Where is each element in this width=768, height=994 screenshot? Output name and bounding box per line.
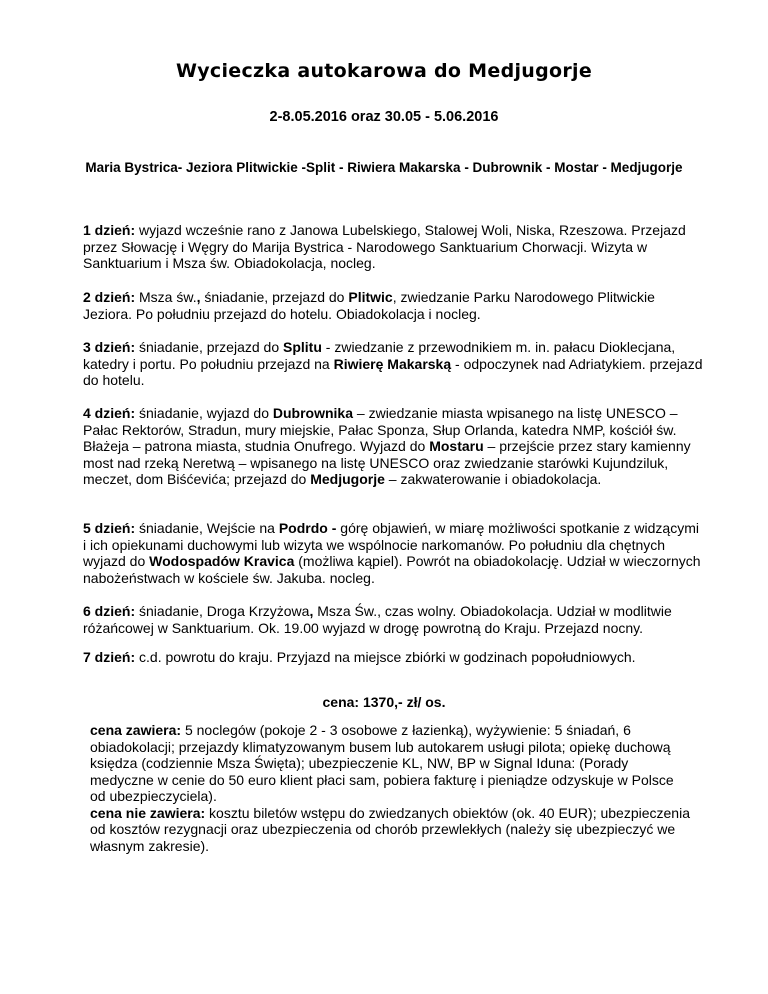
place-name: Mostaru <box>429 438 484 454</box>
itinerary-day-2 <box>83 289 703 322</box>
day-text: - zwiedzanie z przewodnikiem m. in. pałacu Dioklecjana, katedry i portu. Po południu przejazd na <box>83 339 676 372</box>
itinerary-day-3 <box>83 339 703 389</box>
itinerary-day-4 <box>83 405 703 488</box>
day-label: 5 dzień: <box>83 520 136 536</box>
day-text: Msza Św., czas wolny. Obiadokolacja. Udział w modlitwie różańcowej w Sanktuarium. Ok. 19.00 wyjazd w drogę powrotną do Kraju. Przejazd nocny. <box>83 603 672 636</box>
place-name: Splitu <box>283 339 322 355</box>
place-name: Medjugorje <box>310 471 385 487</box>
document-title: Wycieczka autokarowa do Medjugorje <box>175 60 593 82</box>
excludes-text: kosztu biletów wstępu do zwiedzanych obiektów (ok. 40 EUR); ubezpieczenia od kosztów rezygnacji oraz ubezpieczenia od chorób przewlekłych (należy się ubezpieczyć we własnym zakresie). <box>90 804 690 854</box>
day-text: c.d. powrotu do kraju. Przyjazd na miejsce zbiórki w godzinach popołudniowych. <box>135 649 636 665</box>
place-name: Plitwic <box>348 289 393 305</box>
day-label: 3 dzień: <box>83 339 136 355</box>
itinerary-day-5 <box>83 520 703 586</box>
day-text: śniadanie, przejazd do <box>200 289 349 305</box>
day-text: – przejście przez stary kamienny most nad rzeką Neretwą – wpisanego na listę UNESCO oraz zwiedzanie starówki Kujundziluk, meczet, dom Biśćevića; przejazd do <box>83 438 691 487</box>
trip-price: cena: 1370,- zł/ os. <box>322 694 446 710</box>
day-text: śniadanie, Droga Krzyżowa <box>135 603 310 619</box>
day-text: (możliwa kąpiel). Powrót na obiadokolację. Udział w wieczornych nabożeństwach w kościele św. Jakuba. nocleg. <box>83 553 701 586</box>
itinerary-day-6 <box>83 603 703 636</box>
day-text-bold: , <box>309 603 314 619</box>
place-name: Dubrownika <box>272 405 354 421</box>
day-text: - odpoczynek nad Adriatykiem. przejazd do hotelu. <box>83 355 703 388</box>
day-label: 4 dzień: <box>83 405 136 421</box>
day-label: 1 dzień: <box>83 222 136 238</box>
day-text: Msza św. <box>135 289 197 305</box>
day-text: – zakwaterowanie i obiadokolacja. <box>384 471 602 487</box>
day-text: śniadanie, przejazd do <box>135 339 283 355</box>
itinerary-day-7 <box>83 649 703 666</box>
trip-route: Maria Bystrica- Jeziora Plitwickie -Split - Riwiera Makarska - Dubrownik - Mostar - Medjugorje <box>85 160 683 175</box>
day-label: 7 dzień: <box>83 649 136 665</box>
place-name: Wodospadów Kravica <box>149 553 295 569</box>
includes-label: cena zawiera: <box>90 722 182 738</box>
day-text: śniadanie, wyjazd do <box>135 405 273 421</box>
includes-text: 5 noclegów (pokoje 2 - 3 osobowe z łazienką), wyżywienie: 5 śniadań, 6 obiadokolacji; przejazdy klimatyzowanym busem lub autokarem usługi pilota; opiekę duchową księdza (codziennie Msza Święta); ubezpieczenie KL, NW, BP w Signal Iduna: (Porady medyczne w cenie do 50 euro klient płaci sam, pobiera fakturę i pieniądze odzyskuje w Polsce od ubezpieczyciela). <box>90 722 674 804</box>
trip-dates: 2-8.05.2016 oraz 30.05 - 5.06.2016 <box>269 109 499 125</box>
day-text: śniadanie, Wejście na <box>135 520 279 536</box>
day-text: , zwiedzanie Parku Narodowego Plitwickie Jeziora. Po południu przejazd do hotelu. Obiadokolacja i nocleg. <box>83 289 655 322</box>
day-text-bold: , <box>196 289 201 305</box>
excludes-label: cena nie zawiera: <box>90 804 206 821</box>
day-text: – zwiedzanie miasta wpisanego na listę UNESCO – Pałac Rektorów, Stradun, mury miejskie, Pałac Sponza, Słup Orlanda, katedra NMP, kościół św. Błażeja – patrona miasta, studnia Onufrego. Wyjazd do <box>83 405 678 454</box>
place-name: Podrdo - <box>278 520 337 536</box>
price-terms <box>90 722 690 854</box>
place-name: Riwierę Makarską <box>333 355 452 372</box>
itinerary-day-1 <box>83 222 703 272</box>
day-text: górę objawień, w miarę możliwości spotkanie z widzącymi i ich opiekunami duchowymi lub wizyta we wspólnocie narkomanów. Po południu dla chętnych wyjazd do <box>83 520 699 569</box>
day-label: 6 dzień: <box>83 603 136 619</box>
day-label: 2 dzień: <box>83 289 136 305</box>
day-text: wyjazd wcześnie rano z Janowa Lubelskiego, Stalowej Woli, Niska, Rzeszowa. Przejazd przez Słowację i Węgry do Marija Bystrica - Narodowego Sanktuarium Chorwacji. Wizyta w Sanktuarium i Msza św. Obiadokolacja, nocleg. <box>83 222 686 271</box>
